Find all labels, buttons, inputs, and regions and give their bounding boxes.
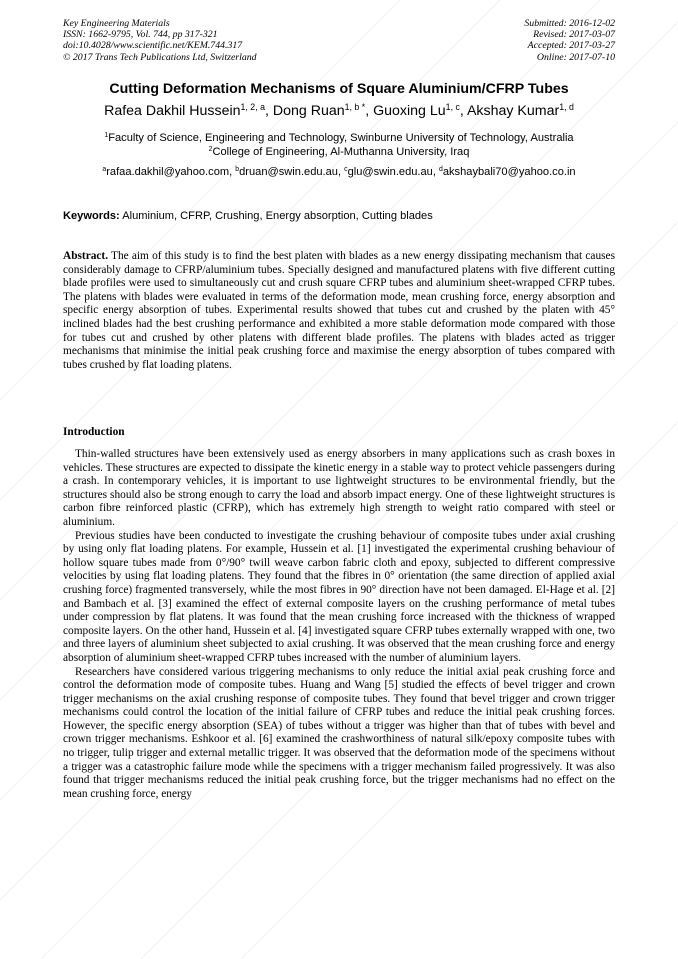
paragraph: Researchers have considered various triggering mechanisms to only reduce the initial axial peak crushing force and control the deformation mode of composite tubes. Huang and Wang [5] studied the effects of bevel trigger and crown trigger mechanisms on the axial crushing response of composite tubes. They found that bevel trigger and crown trigger mechanisms could control the location of the initial failure of CFRP tubes and reduce the initial peak crushing forces. However, the specific energy absorption (SEA) of tubes without a trigger was higher than that of tubes with bevel and crown trigger mechanisms. Eshkoor et al. [6] examined the crashworthiness of natural silk/epoxy composite tubes with no trigger, tulip trigger and external metallic trigger. It was observed that the deformation mode of the specimens without a trigger was a catastrophic failure mode while the specimens with a trigger mechanism failed progressively. It was also found that trigger mechanisms reduced the initial peak crushing force, but the trigger mechanisms had no effect on the mean crushing force, energy [63,665,615,800]
author-affiliation-mark: 1, c [445,102,460,113]
issn-line: ISSN: 1662-9795, Vol. 744, pp 317-321 [63,29,218,41]
author-name: Rafea Dakhil Hussein [104,103,241,119]
keywords [63,210,615,222]
section-heading-introduction: Introduction [63,426,125,438]
abstract [63,250,615,372]
author-name: Guoxing Lu [373,103,446,119]
journal-name: Key Engineering Materials [63,18,170,29]
author-affiliation-mark: 1, 2, a [240,102,265,113]
email-link[interactable]: glu@swin.edu.au [347,166,433,178]
journal-info [63,18,257,63]
keywords-text: Aluminium, CFRP, Crushing, Energy absorption, Cutting blades [122,210,433,222]
author-affiliation-mark: 1, d [559,102,574,113]
email-link[interactable]: akshaybali70@yahoo.co.in [442,166,576,178]
affiliation: $^1$Faculty of Science, Engineering and Technology, Swinburne University of Technology, Australia [104,132,574,144]
introduction-body [63,448,615,801]
paragraph: Previous studies have been conducted to investigate the crushing behaviour of composite tubes under axial crushing by using only flat loading platens. For example, Hussein et al. [1] investigated the experimental crushing behaviour of hollow square tubes made from 0°/90° twill weave carbon fabric cloth and epoxy, subjected to different compressive velocities by using flat loading platens. They found that the fibres in 0° orientation (the same direction of applied axial crushing force) fragmented transversely, while the most fibres in 90° direction have not been damaged. El-Hage et al. [2] and Bambach et al. [3] examined the effect of external composite layers on the crushing performance of metal tubes under compression by flat platens. It was found that the mean crushing force increased with the thickness of wrapped composite layers. On the other hand, Hussein et al. [4] investigated square CFRP tubes externally wrapped with one, two and three layers of aluminium sheet subjected to axial crushing. It was observed that the mean crushing force and energy absorption of aluminium sheet-wrapped CFRP tubes increased with the number of aluminium layers. [63,529,615,664]
abstract-label: Abstract. [63,250,109,262]
accepted-date: Accepted: 2017-03-27 [527,40,615,52]
email-link[interactable]: rafaa.dakhil@yahoo.com [106,166,230,178]
abstract-text: The aim of this study is to find the best platen with blades as a new energy dissipating mechanism that causes considerably damage to CFRP/aluminium tubes. Specially designed and manufactured platens with five different cutting blade profiles were used to simultaneously cut and crush square CFRP tubes and aluminium sheet-wrapped CFRP tubes. The platens with blades were evaluated in terms of the deformation mode, mean crushing force, energy absorption and specific energy absorption of tubes. Experimental results showed that tubes cut and crushed by the platen with 45° inclined blades had the best crushing performance and exhibited a more stable deformation mode compared with those for tubes cut and crushed by other platens with different blade profiles. The platens with blades acted as trigger mechanisms that minimise the initial peak crushing force and maximise the energy absorption of tubes compared with tubes crushed by flat loading platens. [63,250,615,371]
journal-header [63,18,615,63]
revised-date: Revised: 2017-03-07 [533,29,615,41]
email-link[interactable]: druan@swin.edu.au [239,166,338,178]
copyright-line: © 2017 Trans Tech Publications Ltd, Switzerland [63,51,257,63]
doi-line: doi:10.4028/www.scientific.net/KEM.744.317 [63,40,243,52]
keywords-label: Keywords: [63,210,120,222]
affiliation: $^2$College of Engineering, Al-Muthanna University, Iraq [208,146,470,158]
author-list: Rafea Dakhil Hussein$^{1, 2, a}$, Dong Ruan$^{1, b *}$, Guoxing Lu$^{1, c}$, Akshay Kumar$^{1, d}$ [104,102,574,119]
publication-dates [524,18,615,63]
paper-title: Cutting Deformation Mechanisms of Square Aluminium/CFRP Tubes [109,81,569,97]
submitted-date: Submitted: 2016-12-02 [524,18,615,29]
author-name: Dong Ruan [272,103,345,119]
author-name: Akshay Kumar [466,103,560,119]
online-date: Online: 2017-07-10 [536,51,615,63]
paragraph: Thin-walled structures have been extensively used as energy absorbers in many applications such as crash boxes in vehicles. These structures are expected to dissipate the kinetic energy in a stable way to protect vehicle passengers during a crash. In contemporary vehicles, it is important to use lightweight structures to be environmental friendly, but the structures should also be strong enough to carry the load and absorb impact energy. One of these lightweight structures is carbon fibre reinforced plastic (CFRP), which has extremely high strength to weight ratio compared with steel or aluminium. [63,448,615,528]
author-affiliation-mark: 1, b * [344,102,366,113]
author-emails: $^a$rafaa.dakhil@yahoo.com, $^b$druan@swin.edu.au, $^c$glu@swin.edu.au, $^d$akshaybali70@yahoo.co.in [102,166,576,178]
